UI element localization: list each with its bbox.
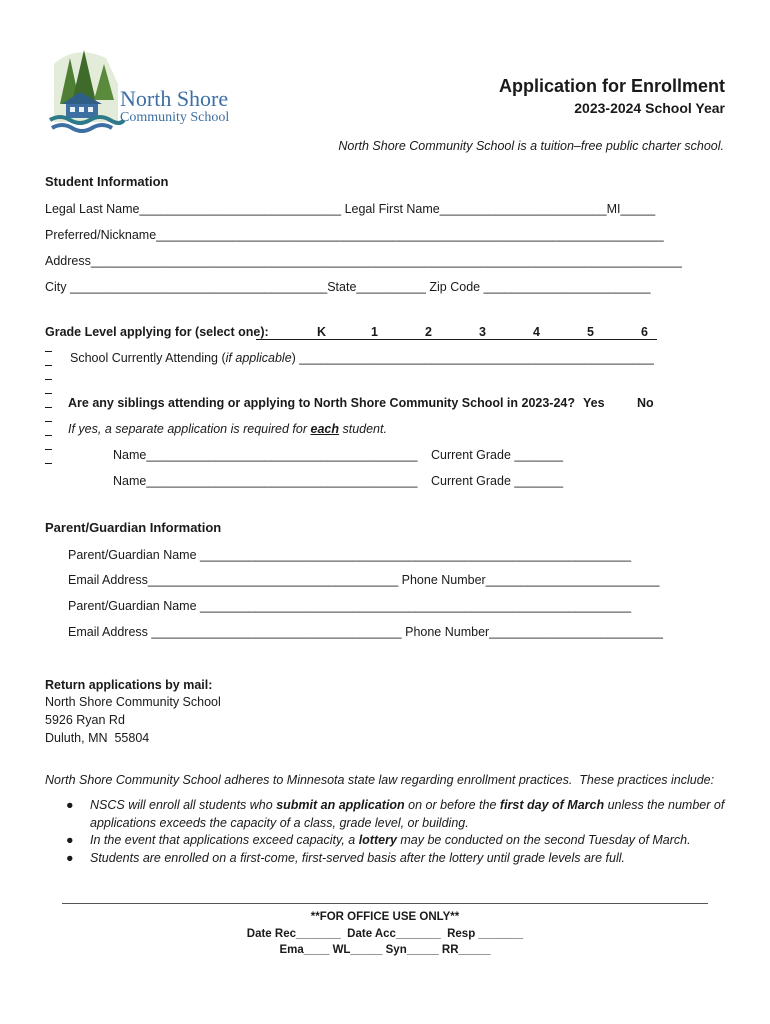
tagline: North Shore Community School is a tuition–free public charter school.	[338, 139, 724, 153]
policy-item-1-text-e: unless the number of applications exceeds the capacity of a class, grade level, or building.	[90, 798, 725, 830]
current-school-italic: if applicable	[225, 351, 292, 365]
policy-item-3-text: Students are enrolled on a first-come, first-served basis after the lottery until grade levels are full.	[90, 850, 625, 865]
grade-option-3[interactable]: 3	[479, 325, 486, 339]
legal-name-line: Legal Last Name_____________________________ Legal First Name________________________MI_____	[45, 202, 656, 216]
current-school-line	[70, 351, 654, 365]
bullet-icon: ●	[66, 833, 74, 847]
nickname-line: Preferred/Nickname_________________________________________________________________________	[45, 228, 664, 242]
logo-text-line2: Community School	[120, 110, 230, 125]
parent-email-phone-line-1: Email Address____________________________________ Phone Number_________________________	[68, 573, 660, 587]
parent-name-line-2: Parent/Guardian Name ______________________________________________________________	[68, 599, 632, 613]
grade-level-label: Grade Level applying for (select one):	[45, 325, 269, 339]
siblings-question: Are any siblings attending or applying to North Shore Community School in 2023-24?	[68, 396, 576, 410]
return-heading: Return applications by mail:	[45, 678, 213, 692]
parent-name-line-1: Parent/Guardian Name ______________________________________________________________	[68, 548, 632, 562]
office-use-line-2: Ema____ WL_____ Syn_____ RR_____	[279, 944, 491, 956]
policy-item-1	[62, 797, 742, 832]
policy-list	[62, 797, 742, 867]
sibling-name-line-1: Name_______________________________________	[113, 448, 418, 462]
logo-text-line1: North Shore	[120, 86, 229, 111]
office-divider	[62, 903, 708, 904]
policy-item-1-text-d: first day of March	[499, 798, 605, 812]
parent-info-heading: Parent/Guardian Information	[45, 520, 222, 535]
siblings-note-prefix: If yes, a separate application is required for	[68, 422, 311, 436]
student-info-heading: Student Information	[45, 174, 169, 189]
current-school-prefix: School Currently Attending (	[70, 351, 226, 365]
current-school-suffix: ) ___________________________________________________	[291, 351, 654, 365]
policy-item-1-text-c: on or before the	[404, 798, 500, 812]
office-use-line-1: Date Rec_______ Date Acc_______ Resp _______	[246, 928, 524, 940]
policy-item-3	[62, 850, 742, 868]
return-line-2: 5926 Ryan Rd	[45, 713, 125, 727]
policy-intro: North Shore Community School adheres to Minnesota state law regarding enrollment practices. These practices include:	[45, 773, 715, 787]
address-line: Address_____________________________________________________________________________________	[45, 254, 682, 268]
siblings-note-emphasis: each	[310, 422, 339, 436]
policy-item-1-text-b: submit an application	[276, 798, 405, 812]
grade-option-1[interactable]: 1	[371, 325, 378, 339]
policy-item-2-text-c: may be conducted on the second Tuesday of March.	[396, 833, 691, 847]
return-line-1: North Shore Community School	[45, 695, 221, 709]
grade-level-row	[45, 325, 657, 341]
policy-item-2	[62, 832, 742, 850]
office-use-title: **FOR OFFICE USE ONLY**	[310, 911, 460, 923]
return-line-3: Duluth, MN 55804	[45, 731, 150, 745]
bullet-icon: ●	[66, 850, 74, 865]
page-title: Application for Enrollment	[498, 76, 725, 96]
sibling-grade-line-1: Current Grade _______	[431, 448, 564, 462]
siblings-yes-option[interactable]: Yes	[583, 396, 605, 410]
siblings-no-option[interactable]: No	[637, 396, 654, 410]
page-subtitle: 2023-2024 School Year	[574, 100, 725, 116]
grade-option-k[interactable]: K	[317, 325, 327, 339]
siblings-note-suffix: student.	[339, 422, 387, 436]
bullet-icon: ●	[66, 798, 74, 812]
school-logo	[46, 44, 230, 134]
sibling-name-line-2: Name_______________________________________	[113, 474, 418, 488]
sibling-grade-line-2: Current Grade _______	[431, 474, 564, 488]
policy-item-2-text-a: In the event that applications exceed capacity, a	[90, 833, 359, 847]
siblings-note	[68, 422, 387, 436]
policy-item-1-text-a: NSCS will enroll all students who	[90, 798, 277, 812]
grade-option-4[interactable]: 4	[533, 325, 540, 339]
parent-email-phone-line-2: Email Address ____________________________________ Phone Number_________________________	[68, 625, 663, 639]
city-state-zip-line: City _____________________________________State__________ Zip Code ________________________	[45, 280, 651, 294]
grade-option-2[interactable]: 2	[425, 325, 432, 339]
grade-option-5[interactable]: 5	[587, 325, 594, 339]
grade-option-6[interactable]: 6	[641, 325, 648, 339]
policy-item-2-text-b: lottery	[358, 833, 397, 847]
